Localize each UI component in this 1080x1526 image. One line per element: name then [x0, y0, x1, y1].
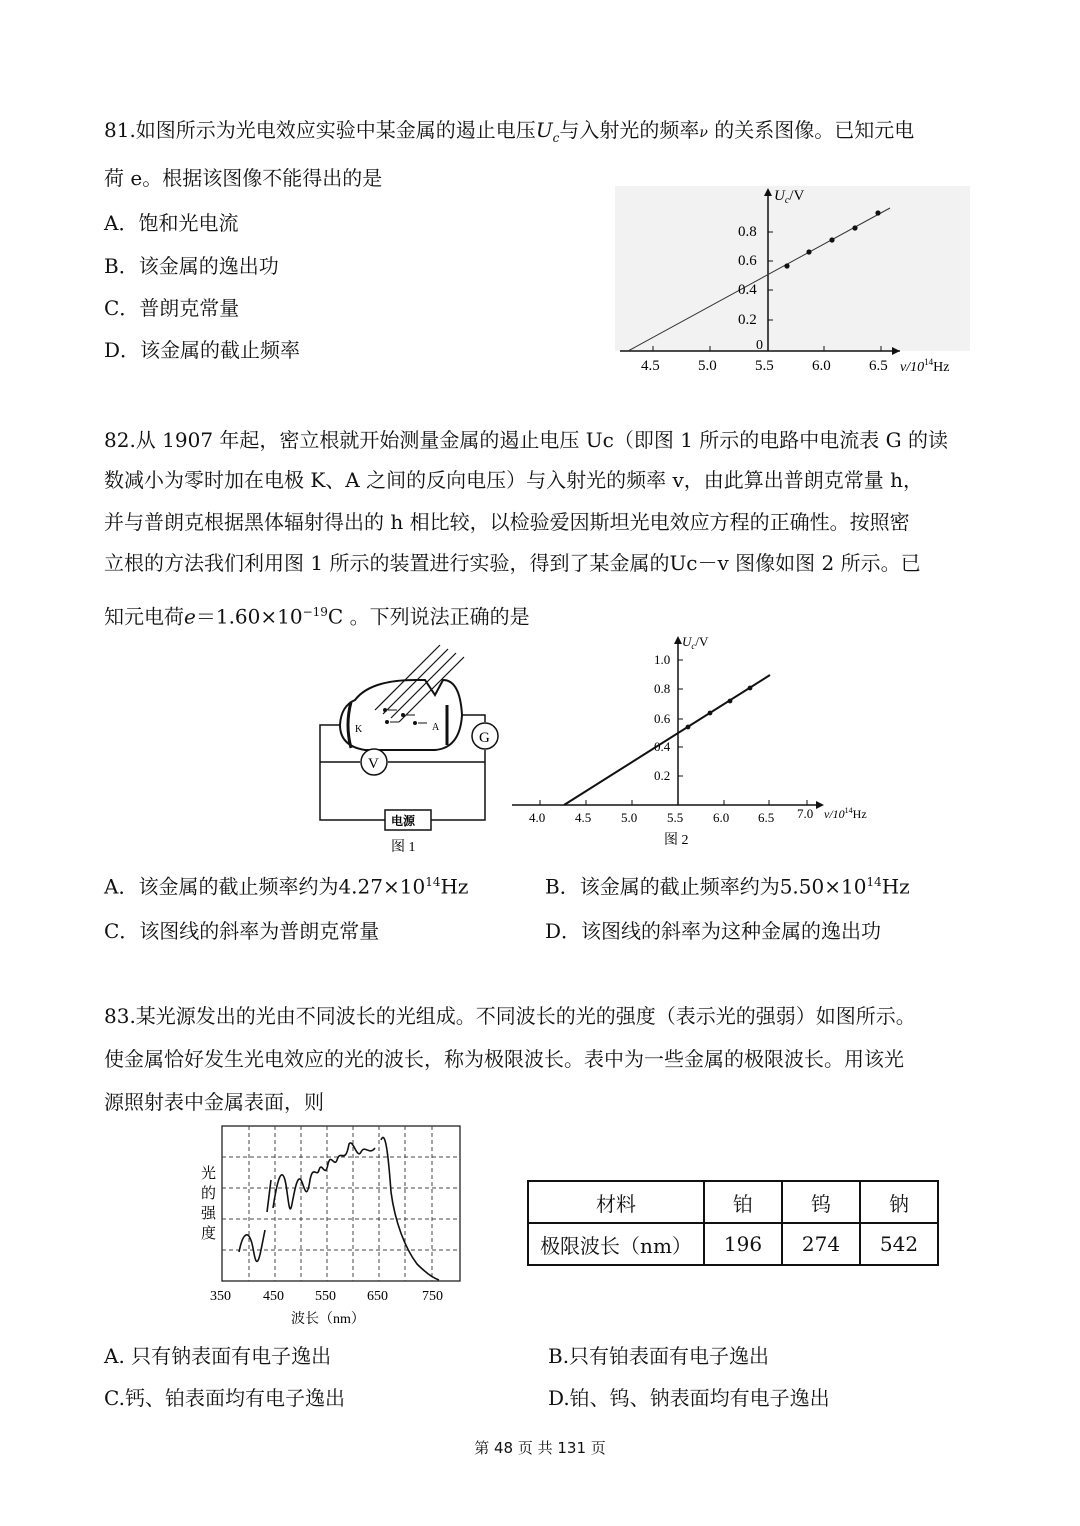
q82-figure-2-graph: [510, 630, 890, 858]
q81-xtick-label: 6.0: [812, 358, 831, 374]
q81-stem-line-1: [104, 116, 914, 152]
q82-option-c: C．该图线的斜率为普朗克常量: [104, 919, 380, 943]
table-cell: 274: [782, 1223, 860, 1265]
q82-e-value: ＝1.60×10: [195, 604, 303, 629]
q83-stem-line-3: 源照射表中金属表面，则: [104, 1090, 324, 1114]
q81-ytick-label: 0.4: [738, 282, 757, 298]
circuit-wire: [462, 715, 485, 722]
q82-stem-line-3: 并与普朗克根据黑体辐射得出的 h 相比较，以检验爱因斯坦光电效应方程的正确性。按照密: [104, 510, 910, 534]
q81-data-point: [784, 263, 789, 268]
q83-option-c: C.钙、铂表面均有电子逸出: [104, 1386, 345, 1410]
q82-e-symbol: e: [184, 604, 196, 629]
q81-ytick-label: 0.6: [738, 253, 757, 269]
table-header-cell: 钠: [860, 1181, 938, 1223]
q82-option-b: [545, 868, 910, 901]
spectrum-grid: [222, 1126, 460, 1281]
fig1-caption: 图 1: [391, 840, 416, 855]
q82-e-exponent: −19: [302, 605, 328, 619]
q81-nu-symbol: ν: [699, 125, 708, 141]
q81-option-b: B．该金属的逸出功: [104, 254, 279, 278]
spectrum-ylabel-char: 光: [201, 1166, 217, 1182]
spectrum-ylabel-char: 度: [201, 1226, 217, 1242]
voltmeter-label: V: [368, 756, 379, 772]
fig2-ytick-label: 0.2: [654, 768, 671, 783]
q81-stem-part: 的关系图像。已知元电: [714, 118, 915, 142]
q81-ytick-label: 0.2: [738, 312, 757, 328]
fig2-data-point: [686, 725, 691, 730]
fig2-xtick-label: 6.0: [713, 810, 730, 825]
fig2-data-point: [748, 686, 753, 691]
q81-data-point: [852, 225, 857, 230]
q82-figure-1-circuit: [315, 640, 510, 860]
circuit-wire: [431, 750, 485, 820]
q82-option-b-text: B．该金属的截止频率约为: [545, 874, 780, 899]
spectrum-xtick-label: 350: [210, 1289, 231, 1304]
spectrum-ylabel-char: 强: [201, 1206, 217, 1222]
q82-option-b-unit: Hz: [881, 874, 910, 899]
q81-chart: [600, 178, 980, 383]
fig2-caption: 图 2: [664, 833, 689, 848]
q82-stem-line-5: [104, 598, 530, 631]
fig2-y-axis-label: $U_c/V$: [682, 634, 709, 651]
q81-stem-part: 81.如图所示为光电效应实验中某金属的遏止电压: [104, 118, 536, 142]
spectrum-xlabel: 波长（nm）: [291, 1312, 365, 1327]
spectrum-frame: [222, 1126, 460, 1281]
q83-spectrum-chart: [195, 1120, 470, 1330]
q83-option-d: D.铂、钨、钠表面均有电子逸出: [548, 1386, 830, 1410]
spectrum-xtick-label: 650: [367, 1289, 388, 1304]
table-cell: 542: [860, 1223, 938, 1265]
fig2-x-arrow: [816, 801, 824, 809]
q82-stem-line-1: 82.从 1907 年起，密立根就开始测量金属的遏止电压 Uc（即图 1 所示的电路中电流表 G 的读: [104, 428, 948, 452]
fig2-xtick-label: 4.0: [529, 810, 546, 825]
cathode-k: [348, 702, 351, 748]
q81-ytick-label: 0.8: [738, 224, 757, 240]
q83-option-b: B.只有铂表面有电子逸出: [548, 1344, 770, 1368]
q82-option-a-unit: Hz: [440, 874, 469, 899]
q81-xtick-label: 5.5: [755, 358, 774, 374]
q82-option-a-exp: 14: [425, 875, 441, 889]
q81-option-d: D．该金属的截止频率: [104, 338, 301, 362]
table-cell: 196: [704, 1223, 782, 1265]
q81-option-c: C．普朗克常量: [104, 296, 240, 320]
galvanometer-label: G: [479, 730, 490, 746]
spectrum-ylabel-char: 的: [201, 1186, 217, 1202]
q81-origin-label: 0: [756, 338, 763, 353]
fig2-ytick-label: 0.4: [654, 739, 671, 754]
fig2-ytick-label: 0.8: [654, 681, 671, 696]
q81-data-point: [829, 237, 834, 242]
q81-xtick-label: 4.5: [641, 358, 660, 374]
q82-stem-line-2: 数减小为零时加在电极 K、A 之间的反向电压）与入射光的频率 v，由此算出普朗克常量 h，: [104, 468, 923, 492]
spectrum-curve: [239, 1137, 439, 1280]
q81-data-point: [806, 249, 811, 254]
fig2-data-point: [728, 699, 733, 704]
fig2-ytick-label: 0.6: [654, 711, 671, 726]
page-footer: 第 48 页 共 131 页: [474, 1439, 606, 1457]
q82-option-a-text: A．该金属的截止频率约为: [104, 874, 339, 899]
q82-option-a-value: 4.27×10: [338, 874, 426, 899]
q81-xtick-label: 5.0: [698, 358, 717, 374]
q83-threshold-table: [527, 1180, 939, 1266]
table-header-cell: 钨: [782, 1181, 860, 1223]
q82-stem-line-4: 立根的方法我们利用图 1 所示的装置进行实验，得到了某金属的Uc－v 图像如图 2 所示。已: [104, 551, 921, 575]
q81-option-a: A．饱和光电流: [104, 211, 239, 235]
q81-xtick-label: 6.5: [869, 358, 888, 374]
q82-option-d: D．该图线的斜率为这种金属的逸出功: [545, 919, 882, 943]
fig2-data-point: [708, 711, 713, 716]
table-row: [528, 1223, 938, 1265]
table-row-label: 极限波长（nm）: [528, 1223, 704, 1265]
table-header-row: [528, 1181, 938, 1223]
fig2-xtick-label: 4.5: [575, 810, 592, 825]
fig2-xtick-label: 7.0: [797, 806, 814, 821]
q81-y-axis-label: $U_c/V$: [774, 188, 805, 206]
q81-stem-line-2: 荷 e。根据该图像不能得出的是: [104, 166, 383, 190]
q81-x-axis-label: $\nu/10^{14}Hz$: [900, 357, 950, 375]
q82-option-a: [104, 868, 468, 901]
fig2-ytick-label: 1.0: [654, 652, 671, 667]
table-header-cell: 铂: [704, 1181, 782, 1223]
spectrum-xtick-label: 450: [263, 1289, 284, 1304]
spectrum-xtick-label: 750: [422, 1289, 443, 1304]
fig2-xtick-label: 6.5: [758, 810, 775, 825]
q81-chart-background: [615, 186, 970, 351]
power-source-label: 电源: [391, 814, 416, 828]
q81-stem-part: 与入射光的频率: [559, 118, 700, 142]
q82-option-b-exp: 14: [866, 875, 882, 889]
q82-line5-part: 知元电荷: [104, 604, 184, 629]
q82-option-b-value: 5.50×10: [779, 874, 867, 899]
q83-option-a: A. 只有钠表面有电子逸出: [104, 1344, 332, 1368]
q81-uc-symbol: U: [535, 118, 553, 142]
q83-stem-line-2: 使金属恰好发生光电效应的光的波长，称为极限波长。表中为一些金属的极限波长。用该光: [104, 1047, 904, 1071]
q83-stem-line-1: 83.某光源发出的光由不同波长的光组成。不同波长的光的强度（表示光的强弱）如图所示。: [104, 1004, 916, 1028]
fig2-y-arrow: [674, 636, 682, 644]
fig2-x-axis-label: $\nu/10^{14}Hz$: [824, 806, 867, 821]
fig2-xtick-label: 5.0: [621, 810, 638, 825]
q82-line5-part: C 。下列说法正确的是: [327, 604, 530, 629]
fig2-xtick-label: 5.5: [667, 810, 684, 825]
anode-label: A: [432, 722, 440, 733]
cathode-label: K: [355, 724, 363, 735]
q81-uc-sub: c: [552, 131, 560, 145]
spectrum-xtick-label: 550: [315, 1289, 336, 1304]
table-header-cell: 材料: [528, 1181, 704, 1223]
q81-data-point: [875, 210, 880, 215]
